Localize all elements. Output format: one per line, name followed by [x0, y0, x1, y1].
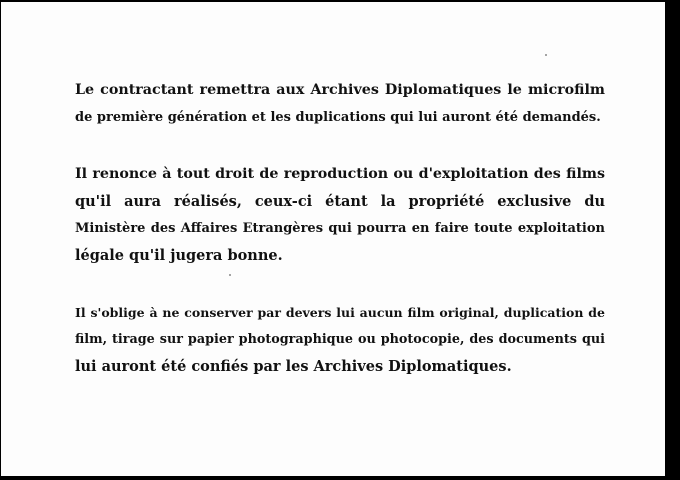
paragraph-microfilm-delivery	[75, 77, 605, 131]
text-line: Il renonce à tout droit de reproduction ou d'exploitation des films	[75, 166, 605, 182]
document-page	[1, 2, 665, 476]
scan-speck	[229, 274, 231, 276]
text-line: Il s'oblige à ne conserver par devers lui aucun film original, duplication de	[75, 305, 605, 320]
text-line: légale qu'il jugera bonne.	[75, 247, 283, 264]
paragraph-reproduction-rights	[75, 161, 605, 269]
text-line: Ministère des Affaires Etrangères qui pourra en faire toute exploitation	[75, 221, 605, 236]
text-line: Le contractant remettra aux Archives Diplomatiques le microfilm	[75, 82, 605, 98]
scan-border	[665, 0, 680, 480]
scan-speck	[545, 54, 547, 56]
text-line: lui auront été confiés par les Archives Diplomatiques.	[75, 358, 512, 375]
text-line: film, tirage sur papier photographique ou photocopie, des documents qui	[75, 332, 605, 347]
text-line: de première génération et les duplications qui lui auront été demandés.	[75, 110, 601, 125]
paragraph-no-copies-retained	[75, 299, 605, 380]
text-line: qu'il aura réalisés, ceux-ci étant la propriété exclusive du	[75, 193, 605, 210]
